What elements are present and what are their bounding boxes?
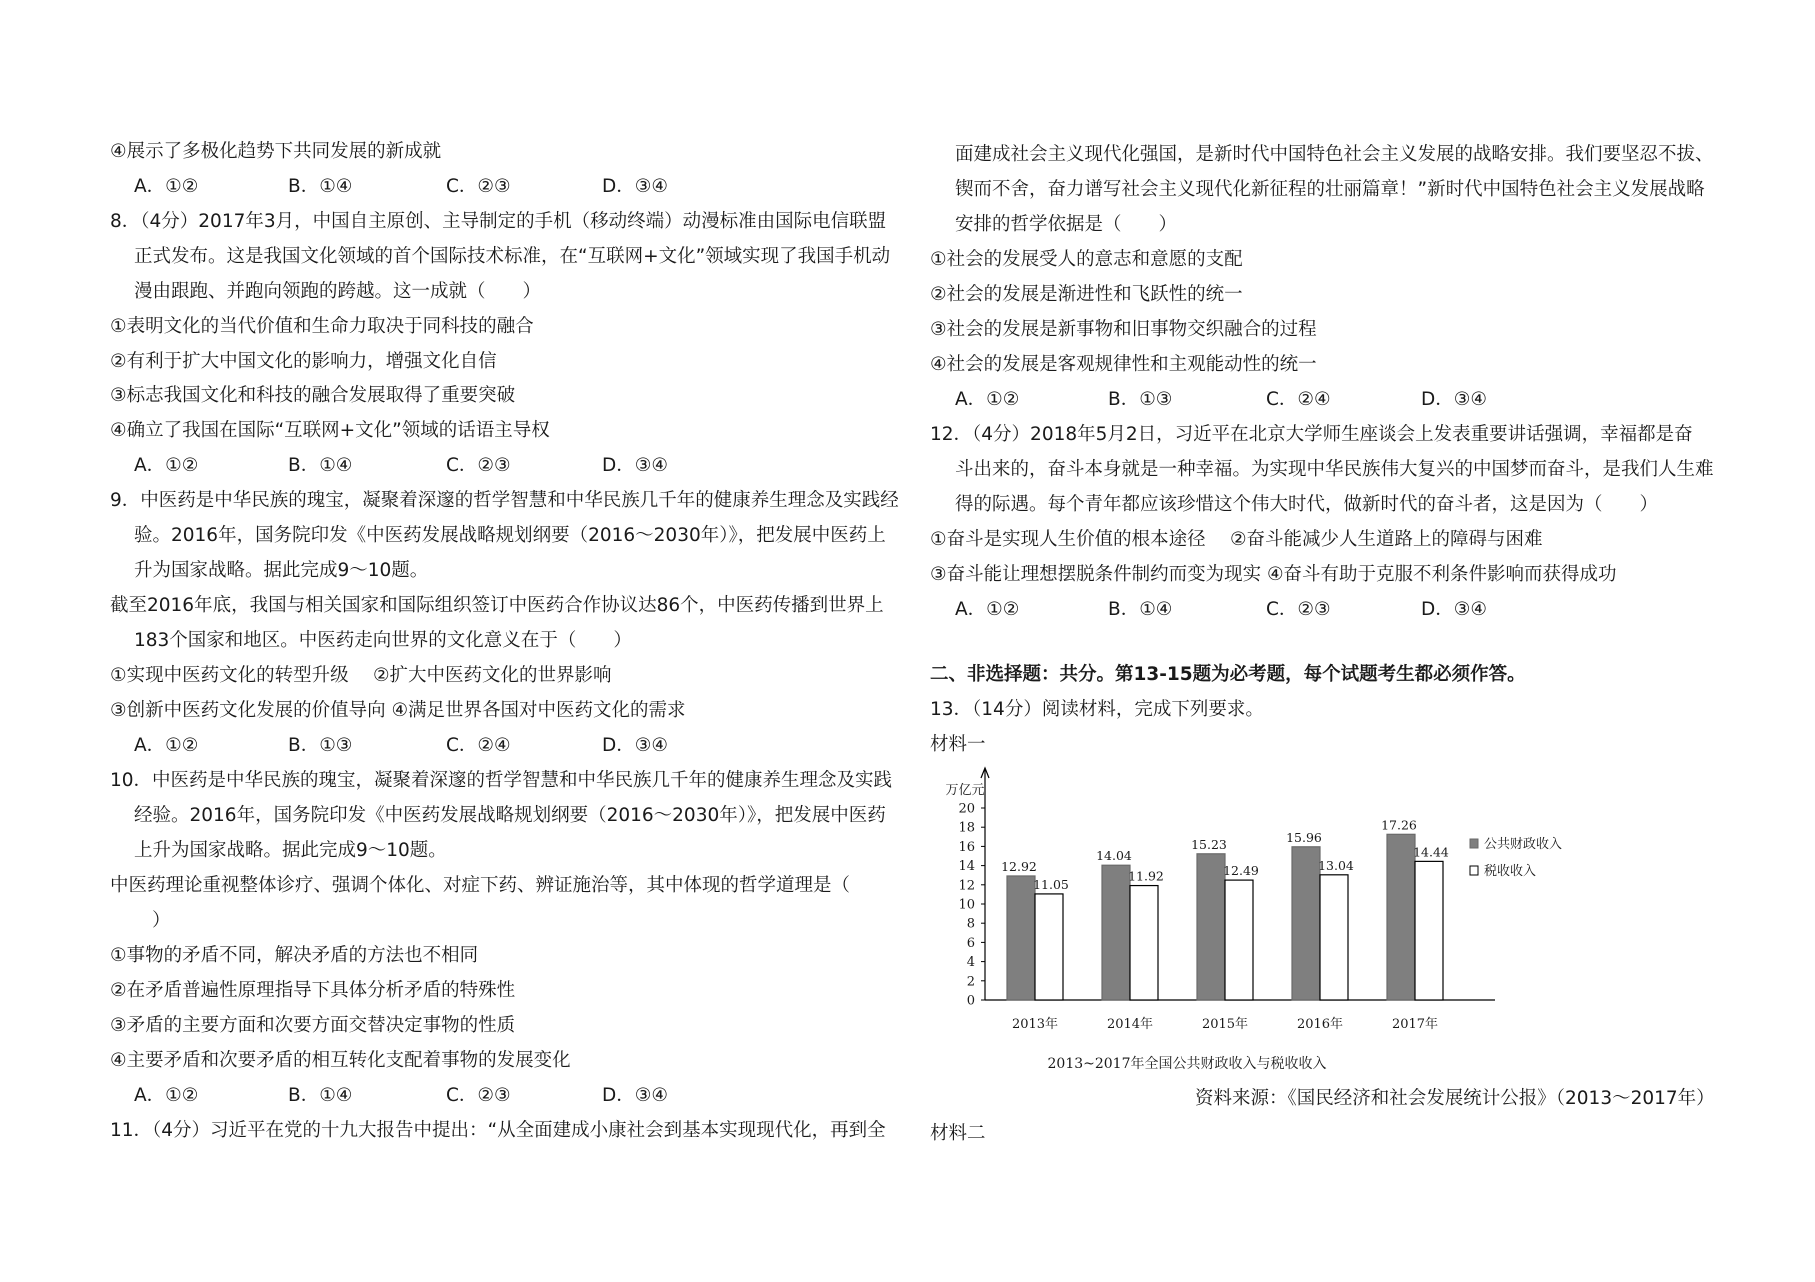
q12-stem-line-3: 得的际遇。每个青年都应该珍惜这个伟大时代，做新时代的奋斗者，这是因为（ ） <box>955 494 1659 515</box>
q10-stem-line-5: ） <box>152 910 171 931</box>
q11-stem-line-3: 锲而不舍，奋力谱写社会主义现代化新征程的壮丽篇章！”新时代中国特色社会主义发展战略 <box>955 179 1705 200</box>
bar-chart <box>925 760 1585 1080</box>
bar-value-label: 11.05 <box>1033 876 1069 892</box>
q10-stem-line-1: 10．中医药是中华民族的瑰宝，凝聚着深邃的哲学智慧和中华民族几千年的健康养生理念及实践 <box>110 770 893 791</box>
q8-item-2: ②有利于扩大中国文化的影响力，增强文化自信 <box>110 351 497 372</box>
q9-item-3-4: ③创新中医药文化发展的价值导向 ④满足世界各国对中医药文化的需求 <box>110 700 686 721</box>
bar-value-label: 17.26 <box>1381 817 1417 833</box>
q10-item-4: ④主要矛盾和次要矛盾的相互转化支配着事物的发展变化 <box>110 1050 571 1071</box>
y-tick-label: 18 <box>958 820 975 836</box>
q9-stem-line-3: 升为国家战略。据此完成9～10题。 <box>134 560 429 581</box>
y-tick-label: 16 <box>958 839 975 855</box>
q9-stem-line-1: 9．中医药是中华民族的瑰宝，凝聚着深邃的哲学智慧和中华民族几千年的健康养生理念及实践经 <box>110 490 899 511</box>
x-tick-label: 2017年 <box>1391 1017 1439 1032</box>
q12-item-1-2: ①奋斗是实现人生价值的根本途径 ②奋斗能减少人生道路上的障碍与困难 <box>930 529 1543 550</box>
q8-item-4: ④确立了我国在国际“互联网+文化”领域的话语主导权 <box>110 420 550 441</box>
q10-option-b[interactable]: B．①④ <box>288 1085 353 1106</box>
q10-item-1: ①事物的矛盾不同，解决矛盾的方法也不相同 <box>110 945 479 966</box>
x-tick-label: 2013年 <box>1011 1017 1059 1032</box>
y-tick-label: 14 <box>958 859 975 875</box>
q11-option-c[interactable]: C．②④ <box>1266 389 1331 410</box>
y-tick-label: 0 <box>966 993 975 1009</box>
q10-stem-line-4: 中医药理论重视整体诊疗、强调个体化、对症下药、辨证施治等，其中体现的哲学道理是（ <box>110 875 851 896</box>
q11-option-d[interactable]: D．③④ <box>1421 389 1487 410</box>
q9-item-1-2: ①实现中医药文化的转型升级 ②扩大中医药文化的世界影响 <box>110 665 612 686</box>
bar-public-revenue-1 <box>1102 865 1130 1000</box>
q11-stem-line-1: 11．（4分）习近平在党的十九大报告中提出：“从全面建成小康社会到基本实现现代化，再到全 <box>110 1120 886 1141</box>
q12-option-c[interactable]: C．②③ <box>1266 599 1331 620</box>
q9-option-a[interactable]: A．①② <box>134 735 199 756</box>
bar-tax-revenue-2 <box>1225 880 1253 1000</box>
material-1-label: 材料一 <box>930 734 986 755</box>
bar-value-label: 11.92 <box>1128 868 1164 884</box>
bar-value-label: 15.23 <box>1191 836 1227 852</box>
bar-public-revenue-3 <box>1292 847 1320 1000</box>
x-tick-label: 2016年 <box>1296 1017 1344 1032</box>
q7-option-d[interactable]: D．③④ <box>602 176 668 197</box>
q8-option-a[interactable]: A．①② <box>134 455 199 476</box>
y-tick-label: 4 <box>966 955 975 971</box>
y-tick-label: 12 <box>958 878 975 894</box>
q9-option-c[interactable]: C．②④ <box>446 735 511 756</box>
q11-item-4: ④社会的发展是客观规律性和主观能动性的统一 <box>930 354 1317 375</box>
bar-value-label: 14.04 <box>1096 848 1132 864</box>
q11-item-1: ①社会的发展受人的意志和意愿的支配 <box>930 249 1243 270</box>
chart-source: 资料来源：《国民经济和社会发展统计公报》（2013～2017年） <box>1195 1088 1715 1109</box>
q10-option-c[interactable]: C．②③ <box>446 1085 511 1106</box>
bar-public-revenue-0 <box>1007 876 1035 1000</box>
q8-item-1: ①表明文化的当代价值和生命力取决于同科技的融合 <box>110 316 534 337</box>
q10-stem-line-3: 上升为国家战略。据此完成9～10题。 <box>134 840 447 861</box>
q8-stem-line-3: 漫由跟跑、并跑向领跑的跨越。这一成就（ ） <box>134 281 542 302</box>
q11-option-b[interactable]: B．①③ <box>1108 389 1173 410</box>
q10-item-2: ②在矛盾普遍性原理指导下具体分析矛盾的特殊性 <box>110 980 516 1001</box>
legend-swatch-0 <box>1470 839 1478 848</box>
q12-item-3-4: ③奋斗能让理想摆脱条件制约而变为现实 ④奋斗有助于克服不利条件影响而获得成功 <box>930 564 1617 585</box>
bar-public-revenue-4 <box>1387 834 1415 1000</box>
y-axis-label: 万亿元 <box>945 783 985 798</box>
q11-option-a[interactable]: A．①② <box>955 389 1020 410</box>
bar-tax-revenue-4 <box>1415 861 1443 1000</box>
q12-stem-line-1: 12．（4分）2018年5月2日，习近平在北京大学师生座谈会上发表重要讲话强调，幸福都是奋 <box>930 424 1693 445</box>
y-tick-label: 6 <box>966 935 975 951</box>
q10-item-3: ③矛盾的主要方面和次要方面交替决定事物的性质 <box>110 1015 516 1036</box>
legend-label-1: 税收收入 <box>1484 864 1537 879</box>
q9-option-b[interactable]: B．①③ <box>288 735 353 756</box>
q12-stem-line-2: 斗出来的，奋斗本身就是一种幸福。为实现中华民族伟大复兴的中国梦而奋斗，是我们人生难 <box>955 459 1714 480</box>
y-tick-label: 2 <box>966 974 975 990</box>
q11-item-3: ③社会的发展是新事物和旧事物交织融合的过程 <box>930 319 1317 340</box>
q13-stem: 13．（14分）阅读材料，完成下列要求。 <box>930 699 1264 720</box>
q11-item-2: ②社会的发展是渐进性和飞跃性的统一 <box>930 284 1243 305</box>
bar-value-label: 15.96 <box>1286 829 1322 845</box>
q9-stem-line-2: 验。2016年，国务院印发《中医药发展战略规划纲要（2016～2030年）》，把发展中医药上 <box>134 525 886 546</box>
bar-tax-revenue-3 <box>1320 875 1348 1000</box>
q8-option-c[interactable]: C．②③ <box>446 455 511 476</box>
bar-tax-revenue-0 <box>1035 894 1063 1000</box>
q10-option-a[interactable]: A．①② <box>134 1085 199 1106</box>
q7-option-b[interactable]: B．①④ <box>288 176 353 197</box>
q8-item-3: ③标志我国文化和科技的融合发展取得了重要突破 <box>110 385 516 406</box>
bar-value-label: 12.49 <box>1223 863 1259 879</box>
x-tick-label: 2015年 <box>1201 1017 1249 1032</box>
q12-option-d[interactable]: D．③④ <box>1421 599 1487 620</box>
bar-value-label: 13.04 <box>1318 857 1354 873</box>
q7-option-c[interactable]: C．②③ <box>446 176 511 197</box>
bar-value-label: 14.44 <box>1413 844 1449 860</box>
chart-title: 2013~2017年全国公共财政收入与税收收入 <box>1047 1056 1327 1072</box>
y-tick-label: 20 <box>958 801 975 817</box>
q12-option-b[interactable]: B．①④ <box>1108 599 1173 620</box>
bar-value-label: 12.92 <box>1001 858 1037 874</box>
material-2-label: 材料二 <box>930 1123 986 1144</box>
y-tick-label: 8 <box>966 916 975 932</box>
q8-stem-line-1: 8．（4分）2017年3月，中国自主原创、主导制定的手机（移动终端）动漫标准由国际电信联盟 <box>110 211 887 232</box>
q8-option-b[interactable]: B．①④ <box>288 455 353 476</box>
q9-stem-line-4: 截至2016年底，我国与相关国家和国际组织签订中医药合作协议达86个，中医药传播到世界上 <box>110 595 884 616</box>
x-tick-label: 2014年 <box>1106 1017 1154 1032</box>
legend-label-0: 公共财政收入 <box>1484 837 1563 852</box>
bar-tax-revenue-1 <box>1130 886 1158 1000</box>
q7-item-4: ④展示了多极化趋势下共同发展的新成就 <box>110 141 442 162</box>
q11-stem-line-2: 面建成社会主义现代化强国，是新时代中国特色社会主义发展的战略安排。我们要坚忍不拔、 <box>955 144 1714 165</box>
q9-stem-line-5: 183个国家和地区。中医药走向世界的文化意义在于（ ） <box>134 630 632 651</box>
q10-stem-line-2: 经验。2016年，国务院印发《中医药发展战略规划纲要（2016～2030年）》，把发展中医药 <box>134 805 886 826</box>
q9-option-d[interactable]: D．③④ <box>602 735 668 756</box>
y-tick-label: 10 <box>958 897 975 913</box>
q10-option-d[interactable]: D．③④ <box>602 1085 668 1106</box>
bar-public-revenue-2 <box>1197 854 1225 1000</box>
legend-swatch-1 <box>1470 866 1478 875</box>
q7-option-a[interactable]: A．①② <box>134 176 199 197</box>
section-2-heading: 二、非选择题：共分。第13-15题为必考题，每个试题考生都必须作答。 <box>930 664 1526 685</box>
q8-option-d[interactable]: D．③④ <box>602 455 668 476</box>
q8-stem-line-2: 正式发布。这是我国文化领域的首个国际技术标准，在“互联网+文化”领域实现了我国手机动 <box>134 246 891 267</box>
q11-stem-line-4: 安排的哲学依据是（ ） <box>955 214 1178 235</box>
q12-option-a[interactable]: A．①② <box>955 599 1020 620</box>
